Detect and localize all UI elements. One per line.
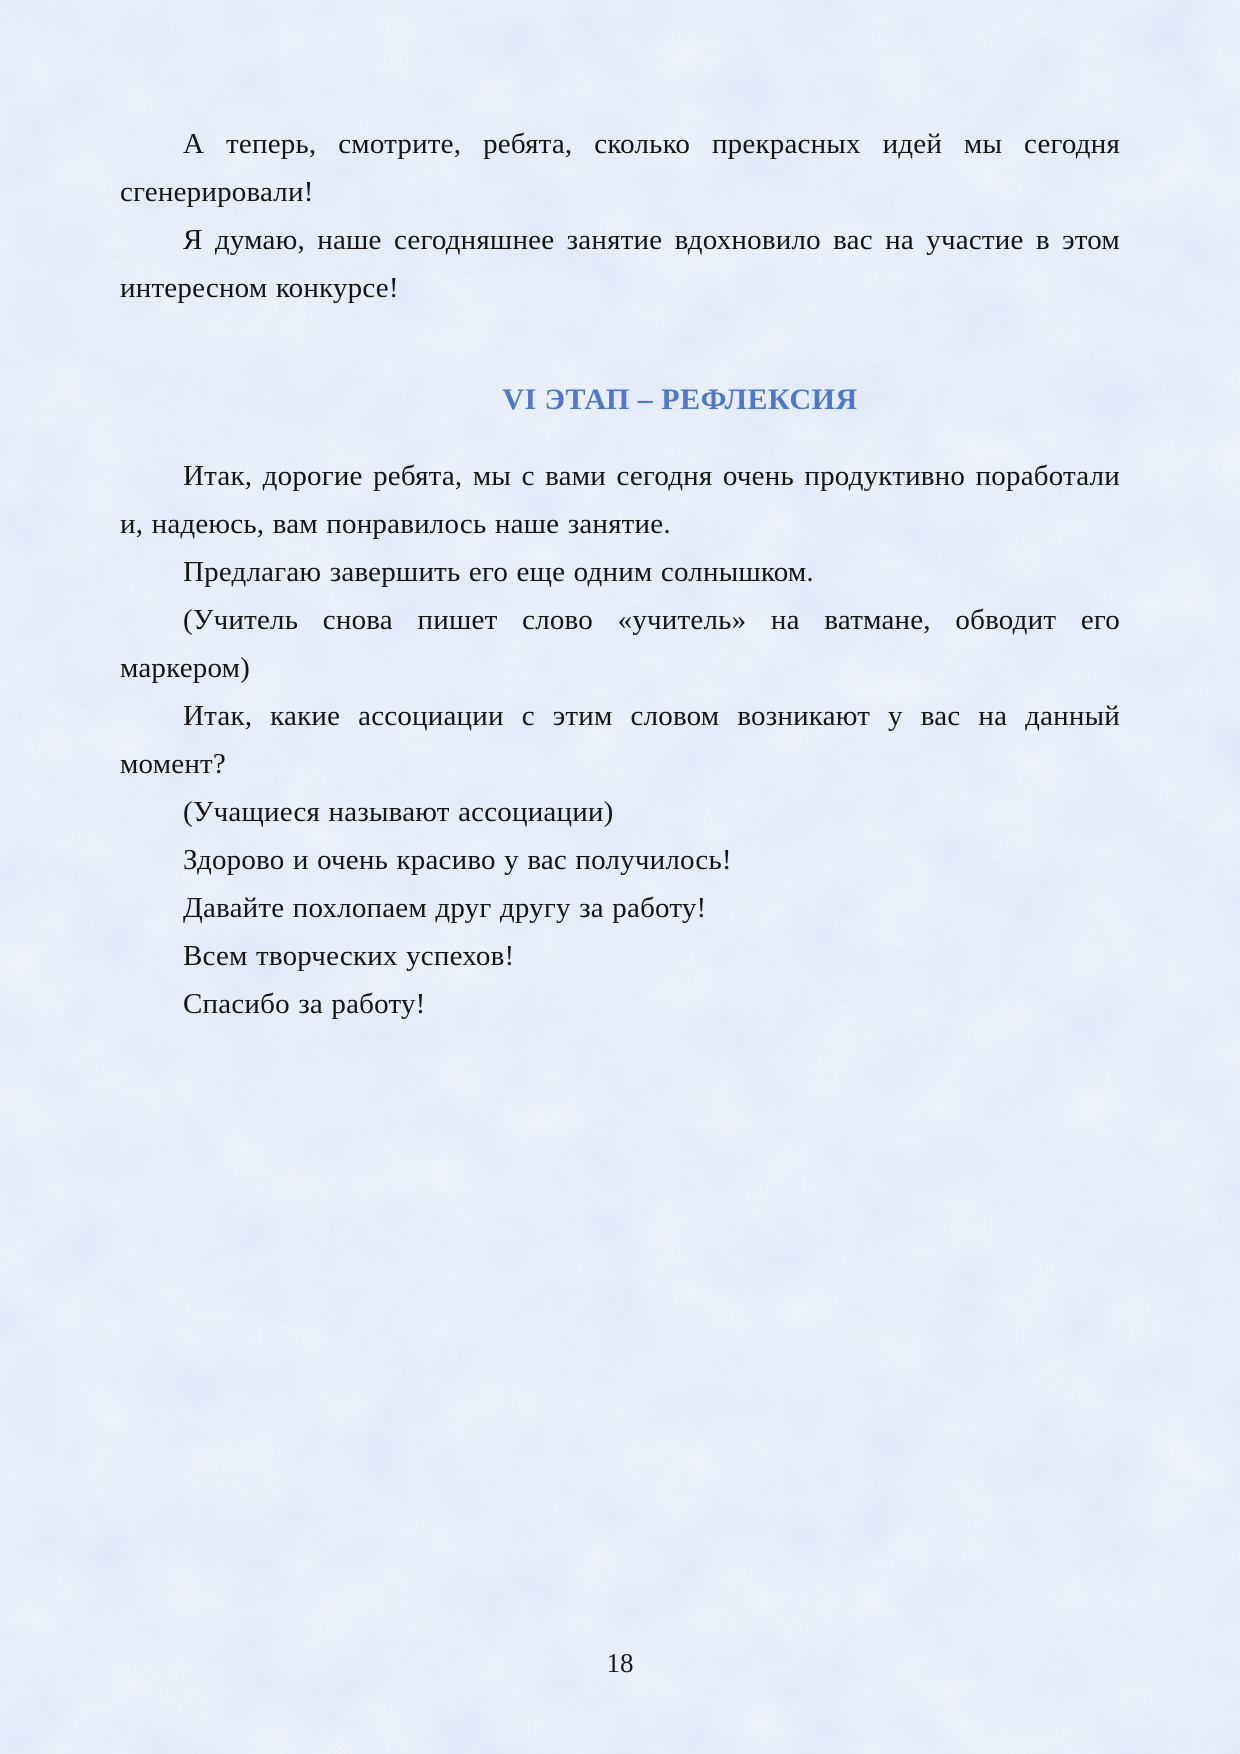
paragraph: Я думаю, наше сегодняшнее занятие вдохновило вас на участие в этом интересном конкурсе! — [120, 224, 1120, 304]
paragraph: Здорово и очень красиво у вас получилось! — [183, 844, 732, 876]
paragraph: Итак, дорогие ребята, мы с вами сегодня очень продуктивно поработали и, надеюсь, вам понравилось наше занятие. — [120, 460, 1120, 540]
paragraph: (Учащиеся называют ассоциации) — [183, 796, 614, 828]
paragraph: А теперь, смотрите, ребята, сколько прекрасных идей мы сегодня сгенерировали! — [120, 128, 1120, 208]
paragraph: Давайте похлопаем друг другу за работу! — [183, 892, 707, 924]
paragraph: (Учитель снова пишет слово «учитель» на ватмане, обводит его маркером) — [120, 604, 1120, 684]
paragraph: Всем творческих успехов! — [183, 940, 515, 972]
paragraph: Предлагаю завершить его еще одним солнышком. — [183, 556, 814, 588]
paragraph: Спасибо за работу! — [183, 988, 426, 1020]
section-heading: VI ЭТАП – РЕФЛЕКСИЯ — [502, 383, 858, 416]
page-number: 18 — [606, 1648, 634, 1678]
paragraph: Итак, какие ассоциации с этим словом возникают у вас на данный момент? — [120, 700, 1120, 780]
